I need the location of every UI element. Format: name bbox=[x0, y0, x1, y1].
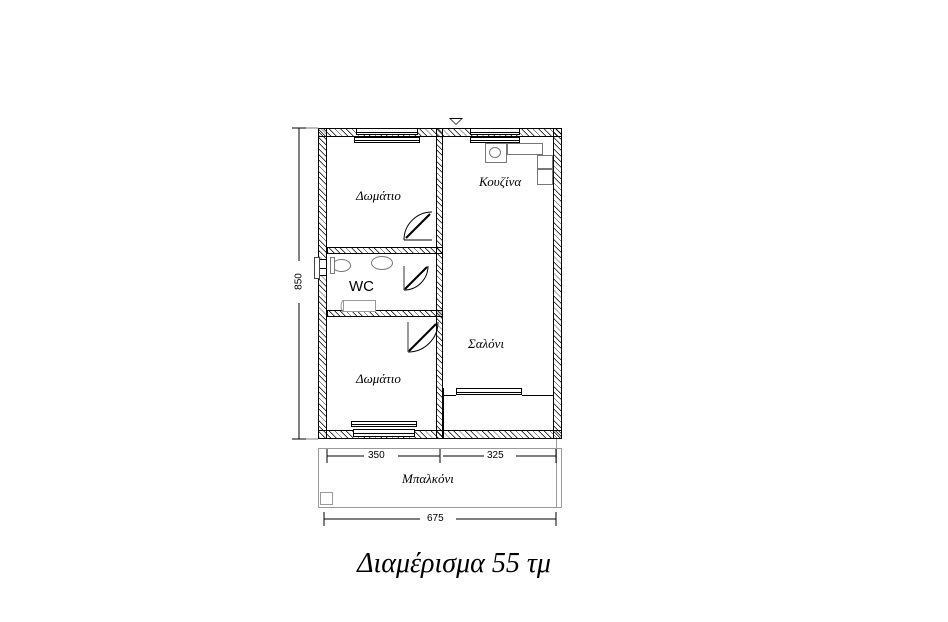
living-balcony-wall-bottom bbox=[443, 395, 456, 396]
living-balcony-wall-bottom-right bbox=[522, 395, 554, 396]
wall-interior-vertical-lower bbox=[436, 310, 443, 439]
wc-shower-tray-icon bbox=[343, 300, 376, 312]
balcony-line-left bbox=[318, 448, 319, 507]
wc-toilet-tank-icon bbox=[330, 257, 335, 274]
wall-interior-wc-right bbox=[436, 247, 443, 317]
wall-interior-horizontal-bedroom-wc bbox=[327, 247, 443, 254]
room-label-kitchen: Κουζίνα bbox=[479, 174, 522, 189]
wall-exterior-left bbox=[318, 128, 327, 439]
drawing-title: Διαμέρισμα 55 τμ bbox=[357, 548, 551, 579]
balcony-line-top bbox=[318, 448, 562, 449]
room-label-wc: WC bbox=[349, 278, 374, 295]
window-kitchen bbox=[470, 128, 520, 135]
window-bedroom-top-inner bbox=[354, 137, 420, 143]
kitchen-sink-basin-icon bbox=[489, 147, 501, 158]
window-bedroom-bottom-inner bbox=[351, 421, 417, 427]
door-balcony-living bbox=[456, 388, 522, 395]
room-label-living: Σαλόνι bbox=[468, 336, 505, 351]
room-label-balcony: Μπαλκόνι bbox=[402, 471, 454, 486]
wall-exterior-right bbox=[553, 128, 562, 439]
kitchen-counter-top bbox=[507, 143, 543, 155]
room-label-bedroom-bottom: Δωμάτιο bbox=[356, 371, 401, 386]
window-bedroom-bottom bbox=[353, 429, 415, 437]
dimension-width-total: 675 bbox=[427, 513, 444, 524]
balcony-line-bottom bbox=[318, 507, 562, 508]
wall-interior-vertical-upper bbox=[436, 128, 443, 248]
wc-basin-icon bbox=[371, 256, 393, 270]
dimension-width-left: 350 bbox=[368, 450, 385, 461]
kitchen-appliance-lower bbox=[537, 169, 553, 185]
balcony-line-right bbox=[561, 448, 562, 507]
room-label-bedroom-top: Δωμάτιο bbox=[356, 188, 401, 203]
kitchen-appliance-upper bbox=[537, 155, 553, 169]
window-bedroom-top bbox=[356, 128, 418, 135]
balcony-line-right-inner bbox=[556, 439, 557, 507]
window-wc-left bbox=[319, 259, 327, 276]
dimension-width-right: 325 bbox=[487, 450, 504, 461]
dimension-height-total: 850 bbox=[293, 273, 305, 290]
wc-vent-box bbox=[314, 257, 320, 279]
balcony-drain-box bbox=[320, 492, 333, 505]
entrance-arrow-inner-icon bbox=[451, 119, 461, 124]
